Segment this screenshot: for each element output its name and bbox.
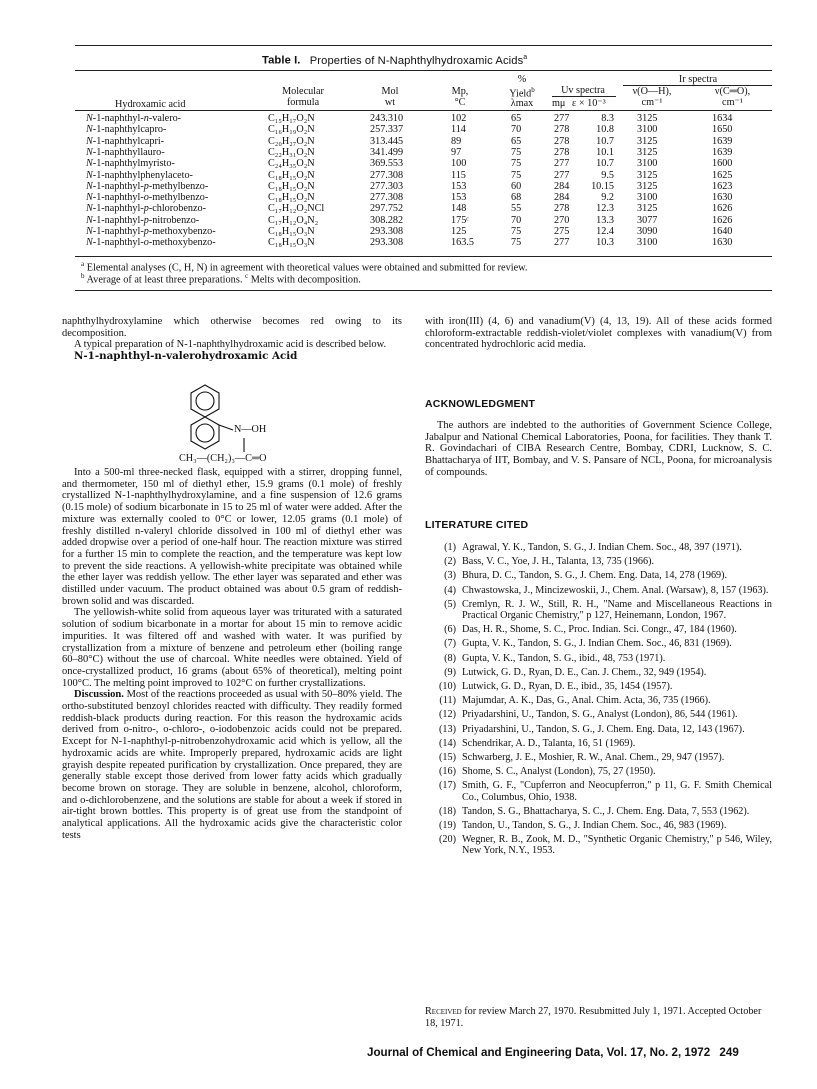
reference-item [432, 766, 772, 777]
table-cell-ir-oh: 3125 [637, 169, 658, 181]
table-cell-formula: C₁₈H₁₅O₂N [268, 192, 315, 204]
reference-text: Schwarberg, J. E., Moshier, R. W., Anal. Chem., 29, 947 (1957). [462, 752, 725, 764]
reference-text: Lutwick, G. D., Ryan, D. E., Can. J. Chem., 32, 949 (1954). [462, 666, 707, 678]
table-cell-yield: 70 [511, 124, 522, 136]
reference-number: (1) [444, 542, 456, 553]
table-cell-formula: C₁₆H₁₉O₂N [268, 124, 315, 136]
table-cell-ir-co: 1639 [712, 146, 733, 158]
table-footnote-rule [75, 290, 772, 291]
table-cell-uv-mu: 277 [554, 169, 570, 181]
reference-text: Wegner, R. B., Zook, M. D., "Synthetic Organic Chemistry," p 546, Wiley, New York, N.Y., 1953. [462, 834, 772, 857]
table-cell-ir-oh: 3090 [637, 226, 658, 237]
table-cell-uv-eps: 10.15 [591, 180, 614, 192]
table-cell-uv-mu: 278 [554, 135, 570, 147]
table-cell-mw: 293.308 [370, 237, 404, 249]
table-cell-mp: 153 [451, 192, 467, 204]
reference-number: (3) [444, 570, 456, 582]
table-cell-uv-mu: 277 [554, 158, 570, 170]
table-cell-yield: 55 [511, 203, 522, 215]
table-cell-yield: 68 [511, 192, 522, 204]
table-cell-ir-co: 1600 [712, 158, 733, 170]
table-cell-formula: C₂₂H₃₁O₂N [268, 146, 315, 158]
table-footnote-bc [81, 272, 361, 285]
reference-text: Das, H. R., Shome, S. C., Proc. Indian. Sci. Congr., 47, 184 (1960). [462, 624, 737, 636]
reference-text: Schendrikar, A. D., Talanta, 16, 51 (1969). [462, 737, 636, 749]
reference-number: (13) [439, 723, 456, 735]
acknowledgment-text: The authors are indebted to the authorities of Government Science College, Jabalpur and National Chemical Laboratories, Poona, for facilities. They thank T. R. Govindachari of CIBA Research Centre, Bombay, CDRI, Lucknow, S. C. Bhattacharya of IIT, Bombay, and V. S. Pansare of NCL, Poona, for microanalysis of compounds. [425, 420, 772, 478]
table-cell-acid: N-1-naphthyllauro- [86, 146, 165, 158]
table-cell-mw: 293.308 [370, 226, 404, 237]
col-header-ir-oh: ν(O—H), [632, 86, 672, 97]
journal-footer [367, 1046, 739, 1059]
reference-number: (9) [444, 666, 456, 678]
table-cell-uv-eps: 9.2 [601, 192, 614, 204]
table-cell-ir-co: 1626 [712, 203, 733, 215]
table-cell-mp: 97 [451, 146, 462, 158]
table-cell-formula: C₂₄H₃₅O₂N [268, 158, 315, 170]
reference-number: (16) [439, 766, 456, 778]
col-header-mw-1: Mol [381, 86, 399, 97]
table-cell-mp: 115 [451, 169, 466, 181]
reference-item [432, 738, 772, 749]
reference-text: Priyadarshini, U., Tandon, S. G., Analyst (London), 86, 544 (1961). [462, 709, 738, 721]
table-cell-uv-eps: 13.3 [596, 214, 614, 226]
left-subhead-text: N-1-naphthyl-n-valerohydroxamic Acid [74, 350, 298, 363]
left-column-intro [62, 316, 402, 363]
col-header-uv-group: Uv spectra [561, 85, 605, 96]
table-cell-uv-eps: 10.8 [596, 124, 614, 136]
received-label: Received [425, 1006, 462, 1017]
table-cell-ir-oh: 3100 [637, 124, 658, 136]
col-header-uv-mu: mμ [552, 98, 566, 109]
col-header-mw-2: wt [384, 97, 396, 108]
table-header-top-rule [75, 70, 772, 71]
table-cell-acid: N-1-naphthyl-p-methylbenzo- [86, 180, 209, 192]
table-cell-yield: 65 [511, 113, 522, 124]
n-bond [219, 425, 233, 430]
reference-item [432, 820, 772, 831]
reference-item [432, 724, 772, 735]
table-cell-acid: N-1-naphthylmyristo- [86, 158, 175, 170]
table-cell-uv-mu: 270 [554, 214, 570, 226]
table-cell-formula: C₂₀H₂₇O₂N [268, 135, 315, 147]
table-cell-mp: 163.5 [451, 237, 474, 249]
col-header-yield-1: % [517, 74, 527, 85]
col-header-ir-oh-unit: cm⁻¹ [641, 97, 663, 108]
table-cell-yield: 75 [511, 169, 522, 181]
table-cell-uv-mu: 278 [554, 146, 570, 158]
uv-group-rule [552, 96, 616, 97]
table-cell-uv-mu: 275 [554, 226, 570, 237]
table-cell-uv-eps: 9.5 [601, 169, 614, 181]
col-header-formula-1: Molecular [282, 86, 324, 97]
reference-number: (5) [444, 598, 456, 610]
reference-number: (10) [439, 681, 456, 693]
table-cell-formula: C₁₈H₁₅O₂N [268, 180, 315, 192]
reference-item [432, 624, 772, 635]
table-cell-uv-mu: 284 [554, 180, 570, 192]
table-cell-ir-oh: 3100 [637, 192, 658, 204]
table-cell-ir-co: 1630 [712, 192, 733, 204]
table-cell-ir-co: 1626 [712, 214, 733, 226]
reference-item [432, 542, 772, 553]
table-cell-yield: 75 [511, 146, 522, 158]
acknowledgment-block [425, 420, 772, 479]
table-cell-acid: N-1-naphthylcapri- [86, 135, 165, 147]
left-subhead [62, 351, 402, 363]
table-cell-acid: N-1-naphthyl-p-nitrobenzo- [86, 214, 200, 226]
col-header-ir-group: Ir spectra [678, 74, 718, 85]
col-header-formula-2: formula [286, 97, 320, 108]
footnote-c-mark: c [245, 272, 249, 280]
table-top-rule [75, 45, 772, 46]
table-cell-mw: 257.337 [370, 124, 404, 136]
reference-text: Priyadarshini, U., Tandon, S. G., J. Chem. Eng. Data, 12, 143 (1967). [462, 723, 745, 735]
table-cell-ir-co: 1634 [712, 113, 733, 124]
reference-item [432, 667, 772, 678]
reference-text: Majumdar, A. K., Das, G., Anal. Chim. Acta, 36, 735 (1966). [462, 695, 711, 707]
col-header-hydroxamic-acid: Hydroxamic acid [115, 99, 186, 110]
table-cell-acid: N-1-naphthyl-o-methylbenzo- [86, 192, 209, 204]
discussion-head: Discussion. [74, 689, 124, 701]
table-cell-acid: N-1-naphthyl-n-valero- [86, 113, 182, 124]
table-cell-uv-eps: 8.3 [601, 113, 614, 124]
table-cell-mp: 148 [451, 203, 467, 215]
reference-text: Cremlyn, R. J. W., Still, R. H., "Name and Miscellaneous Reactions in Practical Organic Chemistry," p 127, Heinemann, London, 1967. [462, 598, 772, 622]
reference-text: Lutwick, G. D., Ryan, D. E., ibid., 35, 1454 (1957). [462, 681, 673, 693]
reference-number: (20) [439, 834, 456, 846]
table-cell-uv-eps: 10.7 [596, 158, 614, 170]
table-cell-uv-eps: 12.3 [596, 203, 614, 215]
naphthalene-ring-top [191, 385, 219, 417]
reference-number: (2) [444, 556, 456, 568]
col-header-yield-text: Yield [509, 88, 532, 100]
col-header-ir-co-unit: cm⁻¹ [722, 97, 743, 108]
literature-cited-heading: LITERATURE CITED [425, 519, 529, 531]
journal-citation: Journal of Chemical and Engineering Data, Vol. 17, No. 2, 1972 [367, 1046, 711, 1059]
reference-text: Chwastowska, J., Mincizewoskii, J., Chem. Anal. (Warsaw), 8, 157 (1963). [462, 584, 769, 596]
reference-item [432, 834, 772, 856]
table-cell-mp: 153 [451, 180, 467, 192]
reference-text: Bhura, D. C., Tandon, S. G., J. Chem. Eng. Data, 14, 278 (1969). [462, 570, 728, 582]
reference-text: Tandon, S. G., Bhattacharya, S. C., J. Chem. Eng. Data, 7, 553 (1962). [462, 805, 750, 817]
table-cell-mp: 100 [451, 158, 467, 170]
right-column-intro [425, 316, 772, 351]
reference-item [432, 585, 772, 596]
table-cell-uv-mu: 278 [554, 124, 570, 136]
left-paragraph-2: Into a 500-ml three-necked flask, equipped with a stirrer, dropping funnel, and thermometer, 150 ml of diethyl ether, 15.9 grams (0.1 mole) of freshly crystallized N-1-naphthylhydroxylamine, and a fine suspension of 12.6 grams (0.15 mole) of sodium bicarbonate in 15 to 25 ml of water were added. After the mixture was externally cooled to 0°C or lower, 12.05 grams (0.1 mole) of freshly distilled n-valeryl chloride dissolved in 100 ml of diethyl ether was added dropwise over a period of one-half hour. The reaction mixture was stirred for a further 15 min to complete the reaction, and the temperature was kept low to prevent the side reactions. A yellowish-white precipitate was obtained while the ether layer was reddish yellow. The ether layer was separated and ether was distilled under vacuum. The product obtained was about 0.5 gram of reddish-brown solid and was discarded. [62, 467, 402, 607]
reference-item [432, 681, 772, 692]
reference-text: Gupta, V. K., Tandon, S. G., ibid., 48, 753 (1971). [462, 652, 666, 664]
left-column-procedure [62, 467, 402, 842]
reference-item [432, 599, 772, 621]
footnote-a-text: Elemental analyses (C, H, N) in agreement with theoretical values were obtained and submitted for review. [86, 262, 528, 274]
structure-noh-label: N—OH [234, 424, 267, 435]
col-header-yield-footnote-mark: b [531, 86, 535, 94]
reference-item [432, 695, 772, 706]
table-cell-formula: C₁₅H₁₇O₂N [268, 113, 315, 124]
footnote-a-mark: a [81, 260, 85, 268]
footnote-b-mark: b [81, 272, 85, 280]
table-cell-formula: C₁₇H₁₂O₄N₂ [268, 214, 319, 226]
table-cell-mw: 341.499 [370, 146, 404, 158]
left-paragraph-4 [62, 689, 402, 841]
table-cell-yield: 70 [511, 214, 522, 226]
table-cell-ir-oh: 3125 [637, 203, 658, 215]
table-header-bottom-rule [75, 110, 772, 111]
table-cell-yield: 75 [511, 158, 522, 170]
reference-number: (8) [444, 652, 456, 664]
received-note [425, 1006, 772, 1029]
table-cell-yield: 65 [511, 135, 522, 147]
table-title [262, 54, 527, 67]
reference-text: Gupta, V. K., Tandon, S. G., J. Indian Chem. Soc., 46, 831 (1969). [462, 638, 732, 650]
ring-top-aromatic-circle [196, 392, 214, 410]
left-paragraph-0: naphthylhydroxylamine which otherwise becomes red owing to its decomposition. [62, 316, 402, 339]
table-cell-uv-eps: 10.1 [596, 146, 614, 158]
table-cell-ir-oh: 3125 [637, 146, 658, 158]
table-cell-ir-oh: 3125 [637, 135, 658, 147]
received-text: for review March 27, 1970. Resubmitted July 1, 1971. Accepted October 18, 1971. [425, 1006, 762, 1029]
table-cell-mp: 89 [451, 135, 462, 147]
table-bottom-rule [75, 256, 772, 257]
reference-number: (19) [439, 820, 456, 832]
table-cell-acid: N-1-naphthylphenylaceto- [86, 169, 193, 181]
table-cell-uv-mu: 277 [554, 237, 570, 249]
reference-item [432, 570, 772, 581]
col-header-yield-3: λmax [510, 98, 534, 109]
table-caption: Properties of N-Naphthylhydroxamic Acids [309, 54, 524, 67]
col-header-uv-eps: ε × 10⁻³ [572, 98, 606, 109]
reference-text: Agrawal, Y. K., Tandon, S. G., J. Indian Chem. Soc., 48, 397 (1971). [462, 542, 742, 553]
table-cell-formula: C₁₈H₁₅O₂N [268, 169, 315, 181]
table-cell-yield: 75 [511, 237, 522, 249]
table-cell-mp: 175ᶜ [451, 214, 469, 226]
reference-text: Bass, V. C., Yoe, J. H., Talanta, 13, 735 (1966). [462, 556, 655, 568]
table-cell-formula: C₁₇H₁₂O₂NCl [268, 203, 325, 215]
table-cell-mw: 277.308 [370, 192, 404, 204]
table-cell-mw: 313.445 [370, 135, 404, 147]
table-cell-ir-oh: 3100 [637, 237, 658, 249]
table-cell-ir-oh: 3100 [637, 158, 658, 170]
reference-number: (18) [439, 805, 456, 817]
reference-item [432, 638, 772, 649]
discussion-text: Most of the reactions proceeded as usual with 50–80% yield. The ortho-substituted benzoyl chlorides reacted with difficulty. They readily formed reddish-black products during reaction. For this reason the hydroxamic acids derived from o-nitro-, o-chloro-, o-iodobenzoic acids could not be prepared. Except for N-1-naphthyl-p-nitrobenzohydroxamic acid which is yellow, all the hydroxamic acids are white. Improperly prepared, hydroxamic acids are light grayish despite repeated purification by crystallization. Once prepared, they are generally stable except those derived from lower fatty acids which gradually become brown on storage. They are soluble in benzene, alcohol, chloroform, and o-dichlorobenzene, and the solutions are stable for about a week if stored in air-tight brown bottles. This property is of great use from the standpoint of analytical applications. All the hydroxamic acids give the characteristic color tests [62, 689, 403, 841]
table-cell-uv-mu: 277 [554, 113, 570, 124]
table-cell-ir-co: 1639 [712, 135, 733, 147]
table-cell-ir-co: 1625 [712, 169, 733, 181]
table-cell-mp: 125 [451, 226, 467, 237]
reference-text: Tandon, U., Tandon, S. G., J. Indian Chem. Soc., 46, 983 (1969). [462, 820, 727, 832]
reference-item [432, 653, 772, 664]
acknowledgment-heading: ACKNOWLEDGMENT [425, 398, 536, 410]
table-cell-acid: N-1-naphthyl-p-methoxybenzo- [86, 226, 216, 237]
table-cell-acid: N-1-naphthyl-p-chlorobenzo- [86, 203, 206, 215]
reference-text: Smith, G. F., "Cupferron and Neocupferron," p 11, G. F. Smith Chemical Co., Columbus, Ohio, 1938. [462, 780, 772, 803]
reference-number: (14) [439, 737, 456, 749]
reference-number: (4) [444, 584, 456, 596]
table-cell-mw: 277.308 [370, 169, 404, 181]
table-cell-formula: C₁₈H₁₅O₃N [268, 237, 315, 249]
footnote-c-text: Melts with decomposition. [250, 274, 361, 286]
table-cell-mp: 102 [451, 113, 467, 124]
structure-chain-label: CH₃—(CH₂)₃—C═O [179, 453, 267, 464]
reference-number: (17) [439, 780, 456, 792]
table-cell-acid: N-1-naphthylcapro- [86, 124, 167, 136]
reference-number: (15) [439, 752, 456, 764]
col-header-mp-2: °C [454, 97, 466, 108]
table-cell-ir-co: 1623 [712, 180, 733, 192]
reference-number: (11) [439, 695, 456, 707]
left-paragraph-1: A typical preparation of N-1-naphthylhydroxamic acid is described below. [74, 339, 387, 351]
table-cell-uv-mu: 278 [554, 203, 570, 215]
table-cell-ir-oh: 3125 [637, 180, 658, 192]
table-cell-ir-co: 1640 [712, 226, 733, 237]
table-cell-acid: N-1-naphthyl-o-methoxybenzo- [86, 237, 216, 249]
reference-number: (12) [439, 709, 456, 721]
table-cell-mp: 114 [451, 124, 466, 136]
reference-item [432, 806, 772, 817]
table-cell-uv-mu: 284 [554, 192, 570, 204]
table-cell-mw: 243.310 [370, 113, 404, 124]
table-cell-ir-co: 1630 [712, 237, 733, 249]
reference-item [432, 752, 772, 763]
table-cell-mw: 308.282 [370, 214, 404, 226]
reference-item [432, 709, 772, 720]
col-header-mp-1: Mp, [451, 86, 469, 97]
col-header-ir-co: ν(C═O), [714, 86, 751, 97]
reference-text: Shome, S. C., Analyst (London), 75, 27 (1950). [462, 766, 656, 778]
table-cell-formula: C₁₈H₁₅O₃N [268, 226, 315, 237]
table-cell-mw: 369.553 [370, 158, 404, 170]
reference-item [432, 556, 772, 567]
table-cell-mw: 297.752 [370, 203, 404, 215]
page-number: 249 [719, 1046, 739, 1059]
table-cell-yield: 60 [511, 180, 522, 192]
table-cell-ir-oh: 3125 [637, 113, 658, 124]
left-paragraph-3: The yellowish-white solid from aqueous layer was triturated with a saturated solution of sodium bicarbonate in a mortar for about 15 min to remove acidic impurities. It was filtered off and washed with water. It was purified by crystallization from a mixture of benzene and petroleum ether (boiling range 60–80°C) without the use of charcoal. White needles were obtained. Yield of once-crystallized product, 16 grams (about 65% of theoretical), melting point 100°C. The melting point improved to 102°C on further crystallizations. [62, 607, 402, 689]
reference-item [432, 780, 772, 802]
table-cell-uv-eps: 12.4 [596, 226, 614, 237]
table-cell-yield: 75 [511, 226, 522, 237]
table-cell-uv-eps: 10.3 [596, 237, 614, 249]
reference-number: (6) [444, 624, 456, 636]
table-cell-ir-oh: 3077 [637, 214, 658, 226]
reference-number: (7) [444, 638, 456, 650]
table-cell-uv-eps: 10.7 [596, 135, 614, 147]
table-cell-ir-co: 1650 [712, 124, 733, 136]
table-cell-mw: 277.303 [370, 180, 404, 192]
footnote-b-text: Average of at least three preparations. [86, 274, 243, 286]
reference-list [432, 542, 772, 860]
table-label: Table I. [262, 54, 301, 67]
right-paragraph-0: with iron(III) (4, 6) and vanadium(V) (4, 13, 19). All of these acids formed chloroform-extractable reddish-violet/violet complexes with vanadium(V) from concentrated hydrochloric acid media. [425, 316, 772, 351]
ring-bottom-aromatic-circle [196, 424, 214, 442]
table-caption-footnote-mark: a [523, 54, 528, 61]
naphthalene-ring-bottom [191, 417, 219, 449]
